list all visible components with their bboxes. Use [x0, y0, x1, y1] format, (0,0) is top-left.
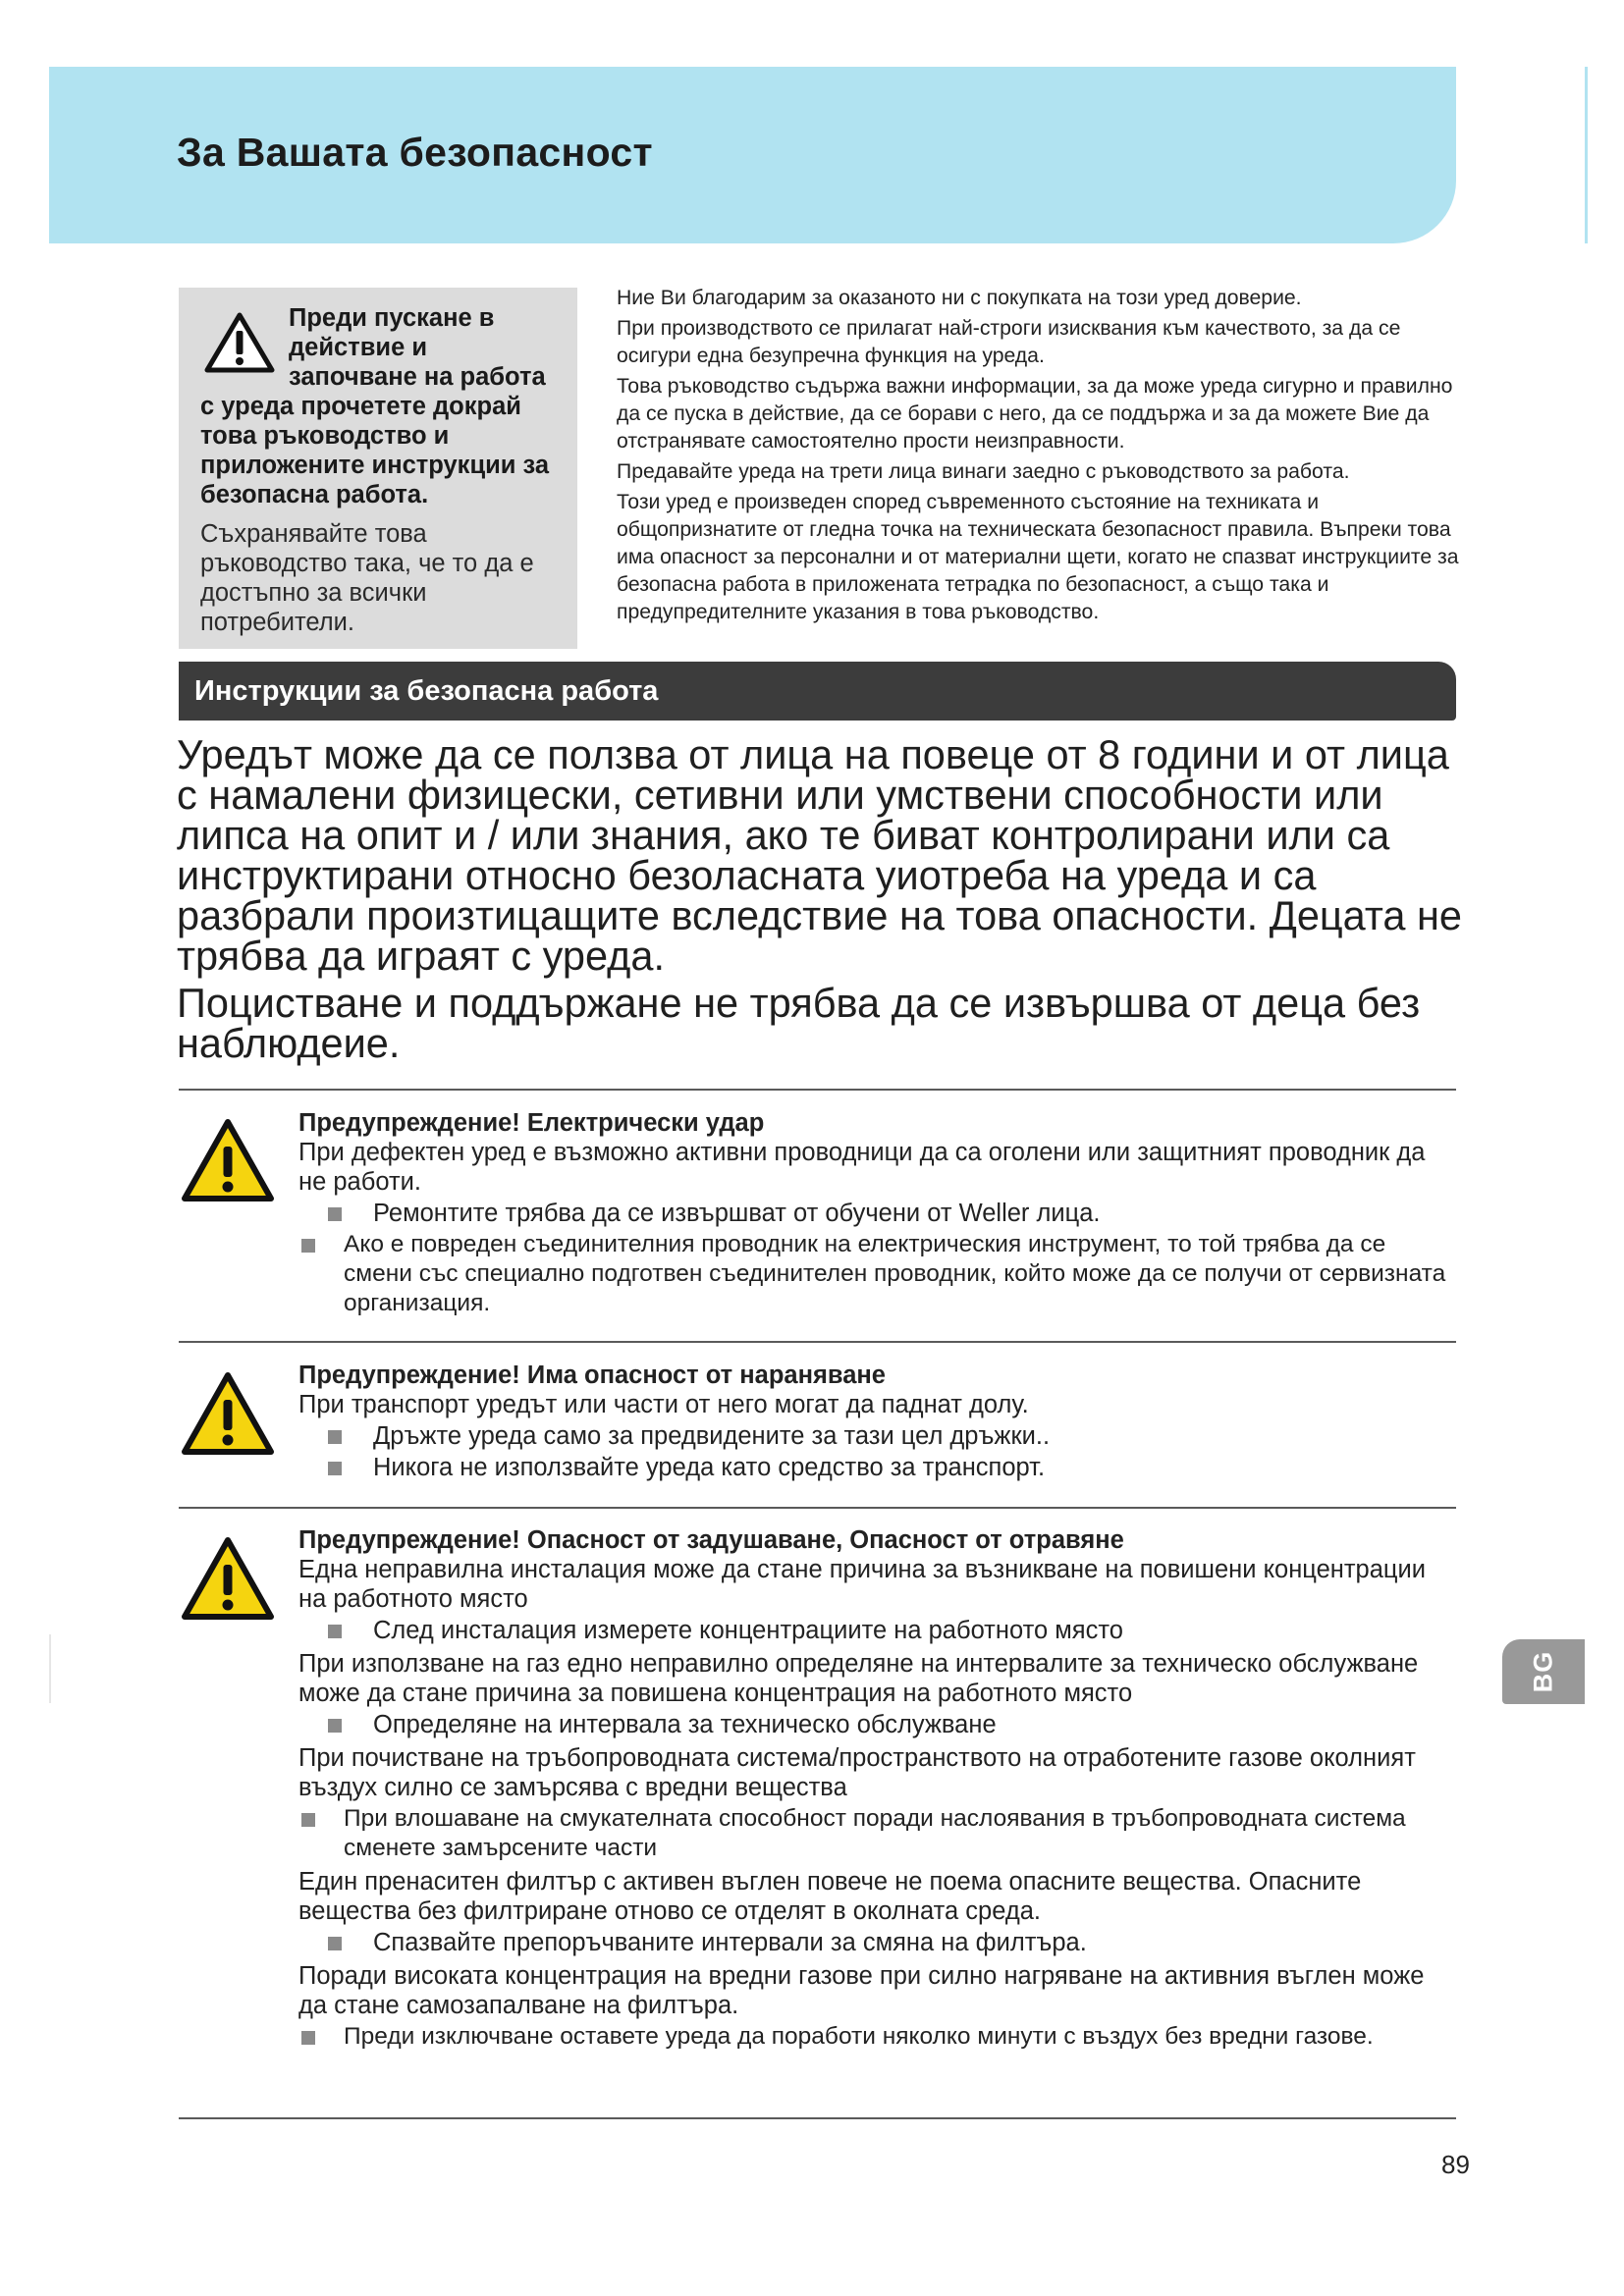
warning-text: Един пренаситен филтър с активен въглен повече не поема опасните вещества. Опасните вещества без филтриране отново се отделят в околната среда.	[298, 1868, 1362, 1925]
warning-bullet	[298, 1199, 1457, 1228]
intro-paragraph: При производството се прилагат най-строги изисквания към качеството, за да се осигури една безупречна функция на уреда.	[617, 317, 1401, 367]
bullet-text: След инсталация измерете концентрациите на работното място	[373, 1617, 1123, 1644]
usage-paragraph: Уредът може да се ползва от лица на повеце от 8 години и от лица с намалени физицески, сетивни или умствени способности или липса на опит и / или знания, ако те биват контролирани или са инструктирани относно безоласната уиотреба на уреда и са разбрали произтицащите вследствие на това опасности. Децата не трябва да играят с уреда.	[177, 731, 1462, 979]
page-title: За Вашата безопасност	[177, 130, 653, 175]
warning-bullets	[298, 1710, 1457, 1739]
bullet-square-icon	[301, 1239, 315, 1253]
warning-triangle-icon	[180, 1117, 276, 1205]
warning-triangle-icon	[180, 1535, 276, 1624]
bullet-square-icon	[328, 1625, 342, 1638]
warning-bullets	[298, 2022, 1457, 2052]
bullet-text: Дръжте уреда само за предвидените за тази цел дръжки..	[373, 1422, 1051, 1450]
bullet-square-icon	[301, 2031, 315, 2045]
bullet-text: Спазвайте препоръчваните интервали за смяна на филтъра.	[373, 1929, 1087, 1956]
warning-triangle-icon	[180, 1370, 276, 1459]
notice-bold-line: действие и	[289, 334, 428, 361]
bullet-text: Ремонтите трябва да се извършват от обучени от Weller лица.	[373, 1200, 1101, 1227]
warning-block-electric	[298, 1108, 1457, 1322]
warning-text: При използване на газ едно неправилно определяне на интервалите за техническо обслужване може да стане причина за повишена концентрация на работното място	[298, 1650, 1419, 1707]
warning-title: Предупреждение! Опасност от задушаване, Опасност от отравяне	[298, 1526, 1124, 1554]
divider	[179, 1507, 1456, 1509]
edge-mark	[49, 1634, 51, 1703]
page-number: 89	[1441, 2150, 1470, 2179]
notice-normal-text: Съхранявайте това ръководство така, че то да е достъпно за всички потребители.	[200, 520, 534, 636]
warning-bullets	[298, 1421, 1457, 1482]
warning-text: Поради високата концентрация на вредни газове при силно нагряване на активния въглен може да стане самозапалване на филтъра.	[298, 1962, 1425, 2019]
warning-title: Предупреждение! Електрически удар	[298, 1109, 765, 1137]
warning-bullet	[298, 1453, 1457, 1482]
divider	[179, 1089, 1456, 1091]
intro-text	[617, 285, 1461, 629]
bullet-square-icon	[328, 1430, 342, 1444]
warning-bullets	[298, 1804, 1457, 1863]
bullet-square-icon	[328, 1462, 342, 1475]
bullet-square-icon	[328, 1719, 342, 1733]
section-heading: Инструкции за безопасна работа	[179, 662, 1456, 721]
warning-text: При почистване на тръбопроводната система/пространството на отработените газове околният въздух силно се замърсява с вредни вещества	[298, 1744, 1416, 1801]
warning-text: При дефектен уред е възможно активни проводници да са оголени или защитният проводник да не работи.	[298, 1139, 1426, 1196]
bullet-square-icon	[301, 1813, 315, 1827]
warning-text: Една неправилна инсталация може да стане причина за възникване на повишени концентрации на работното място	[298, 1556, 1426, 1613]
warning-bullets	[298, 1199, 1457, 1318]
bullet-square-icon	[328, 1207, 342, 1221]
warning-bullets	[298, 1616, 1457, 1645]
bullet-text: Ако е повреден съединителния проводник на електрическия инструмент, то той трябва да се смени със специално подготвен съединителен проводник, който може да се получи от сервизната организация.	[344, 1231, 1446, 1316]
notice-box	[179, 288, 577, 649]
warning-title: Предупреждение! Има опасност от нараняване	[298, 1362, 886, 1389]
intro-paragraph: Предавайте уреда на трети лица винаги заедно с ръководството за работа.	[617, 460, 1350, 483]
warning-bullet	[298, 2022, 1457, 2052]
language-tab[interactable]	[1502, 1639, 1585, 1704]
edge-accent-line	[1585, 67, 1588, 243]
divider	[179, 2117, 1456, 2119]
warning-bullets	[298, 1928, 1457, 1957]
notice-bold-line: започване на работа	[289, 363, 546, 391]
warning-text: При транспорт уредът или части от него могат да паднат долу.	[298, 1391, 1029, 1418]
warning-bullet	[298, 1616, 1457, 1645]
usage-statement	[177, 731, 1463, 1070]
bullet-square-icon	[328, 1937, 342, 1950]
bullet-text: Определяне на интервала за техническо обслужване	[373, 1711, 997, 1738]
warning-bullet	[298, 1804, 1457, 1863]
bullet-text: Преди изключване оставете уреда да поработи няколко минути с въздух без вредни газове.	[344, 2023, 1374, 2050]
intro-paragraph: Този уред е произведен според съвременното състояние на техниката и общопризнатите от гледна точка на техническата безопасност правила. Въпреки това има опасност за персонални и от материални щети, когато не спазват инструкциите за безопасна работа в приложената тетрадка по безопасност, а също така и предупредителните указания в това ръководство.	[617, 491, 1459, 623]
warning-bullet	[298, 1230, 1457, 1318]
bullet-text: При влошаване на смукателната способност поради наслоявания в тръбопроводната система сменете замърсените части	[344, 1805, 1406, 1861]
divider	[179, 1341, 1456, 1343]
warning-bullet	[298, 1421, 1457, 1451]
notice-bold-line: Преди пускане в	[289, 304, 495, 332]
warning-bullet	[298, 1710, 1457, 1739]
warning-block-suffocation	[298, 1525, 1457, 2056]
intro-paragraph: Ние Ви благодарим за оказаното ни с покупката на този уред доверие.	[617, 287, 1302, 309]
notice-bold-rest: с уреда прочетете докрай това ръководство и приложените инструкции за безопасна работа.	[200, 393, 550, 508]
intro-paragraph: Това ръководство съдържа важни информации, за да може уреда сигурно и правилно да се пуска в действие, да се борави с него, да се поддържа и за да можете Вие да отстранявате самостоятелно прости неизправности.	[617, 375, 1453, 453]
warning-bullet	[298, 1928, 1457, 1957]
warning-block-injury	[298, 1361, 1457, 1486]
language-tab-label: BG	[1528, 1650, 1558, 1693]
usage-paragraph: Поцистване и поддържане не трябва да се извършва от деца без наблюдеие.	[177, 980, 1421, 1066]
warning-triangle-icon	[204, 311, 275, 374]
bullet-text: Никога не използвайте уреда като средство за транспорт.	[373, 1454, 1046, 1481]
